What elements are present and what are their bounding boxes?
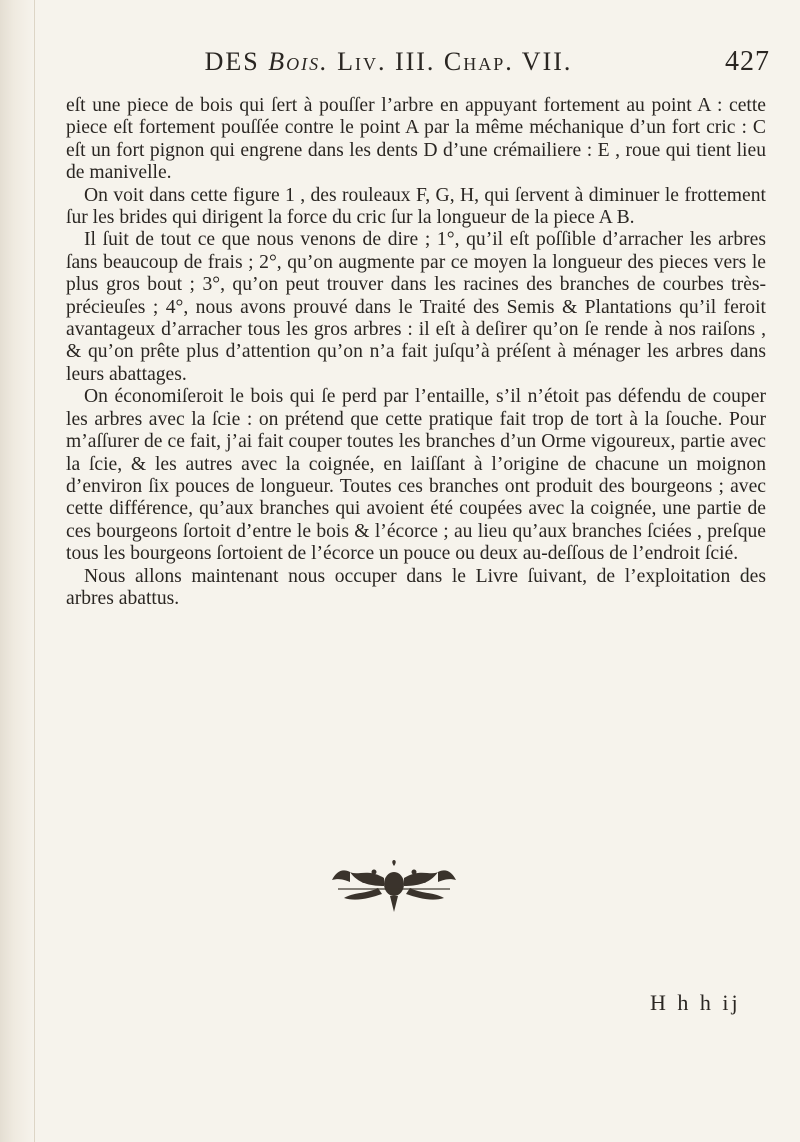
running-head-prefix: DES bbox=[204, 47, 260, 76]
page-header bbox=[62, 46, 770, 78]
paragraph-4: On économiſeroit le bois qui ſe perd par l’entaille, s’il n’étoit pas défendu de couper les arbres avec la ſcie : on prétend que cette pratique fait trop de tort à la ſouche. Pour m’aſſurer de ce fait, j’ai fait couper toutes les branches d’un Orme vigoureux, partie avec la ſcie, & les autres avec la coignée, en laiſſant à l’origine de chacune un moignon d’environ ſix pouces de longueur. Toutes ces branches ont produit des bourgeons ; avec cette différence, qu’aux branches qui avoient été coupées avec la coignée, une partie de ces bourgeons ſortoit d’entre le bois & l’écorce ; au lieu qu’aux branches ſciées , preſque tous les bourgeons ſortoient de l’écorce un pouce ou deux au-deſſous de l’endroit ſcié. bbox=[66, 386, 766, 565]
page-number: 427 bbox=[725, 46, 770, 77]
signature-mark: H h h ij bbox=[650, 990, 741, 1015]
paragraph-1: eſt une piece de bois qui ſert à pouſſer l’arbre en appuyant fortement au point A : cette piece eſt fortement pouſſée contre le point A par la même méchanique d’un fort cric : C eſt un fort pignon qui engrene dans les dents D d’une crémailiere : E , roue qui tient lieu de manivelle. bbox=[66, 95, 766, 184]
paragraph-2: On voit dans cette figure 1 , des rouleaux F, G, H, qui ſervent à diminuer le frottement ſur les brides qui dirigent la force du cric ſur la longueur de la piece A B. bbox=[66, 184, 766, 229]
page-gutter bbox=[0, 0, 35, 1142]
running-head-italic: Bois. bbox=[268, 47, 329, 76]
running-head bbox=[62, 47, 715, 77]
paragraph-5: Nous allons maintenant nous occuper dans le Livre ſuivant, de l’exploitation des arbres abattus. bbox=[66, 565, 766, 609]
paragraph-3: Il ſuit de tout ce que nous venons de dire ; 1°, qu’il eſt poſſible d’arracher les arbres ſans beaucoup de frais ; 2°, qu’on augmente par ce moyen la longueur des pieces vers le plus gros bout ; 3°, qu’on peut trouver dans les racines des branches de courbes très-précieuſes ; 4°, nous avons prouvé dans le Traité des Semis & Plantations qu’il feroit avantageux d’arracher tous les gros arbres : il eſt à deſirer qu’on ſe rende à nos raiſons , & qu’on prête plus d’attention qu’on n’a fait juſqu’à préſent à ménager les arbres dans leurs abattages. bbox=[66, 229, 766, 385]
floral-tailpiece-icon bbox=[328, 858, 460, 914]
body-text bbox=[66, 95, 766, 610]
running-head-rest: Liv. III. Chap. VII. bbox=[337, 47, 573, 76]
